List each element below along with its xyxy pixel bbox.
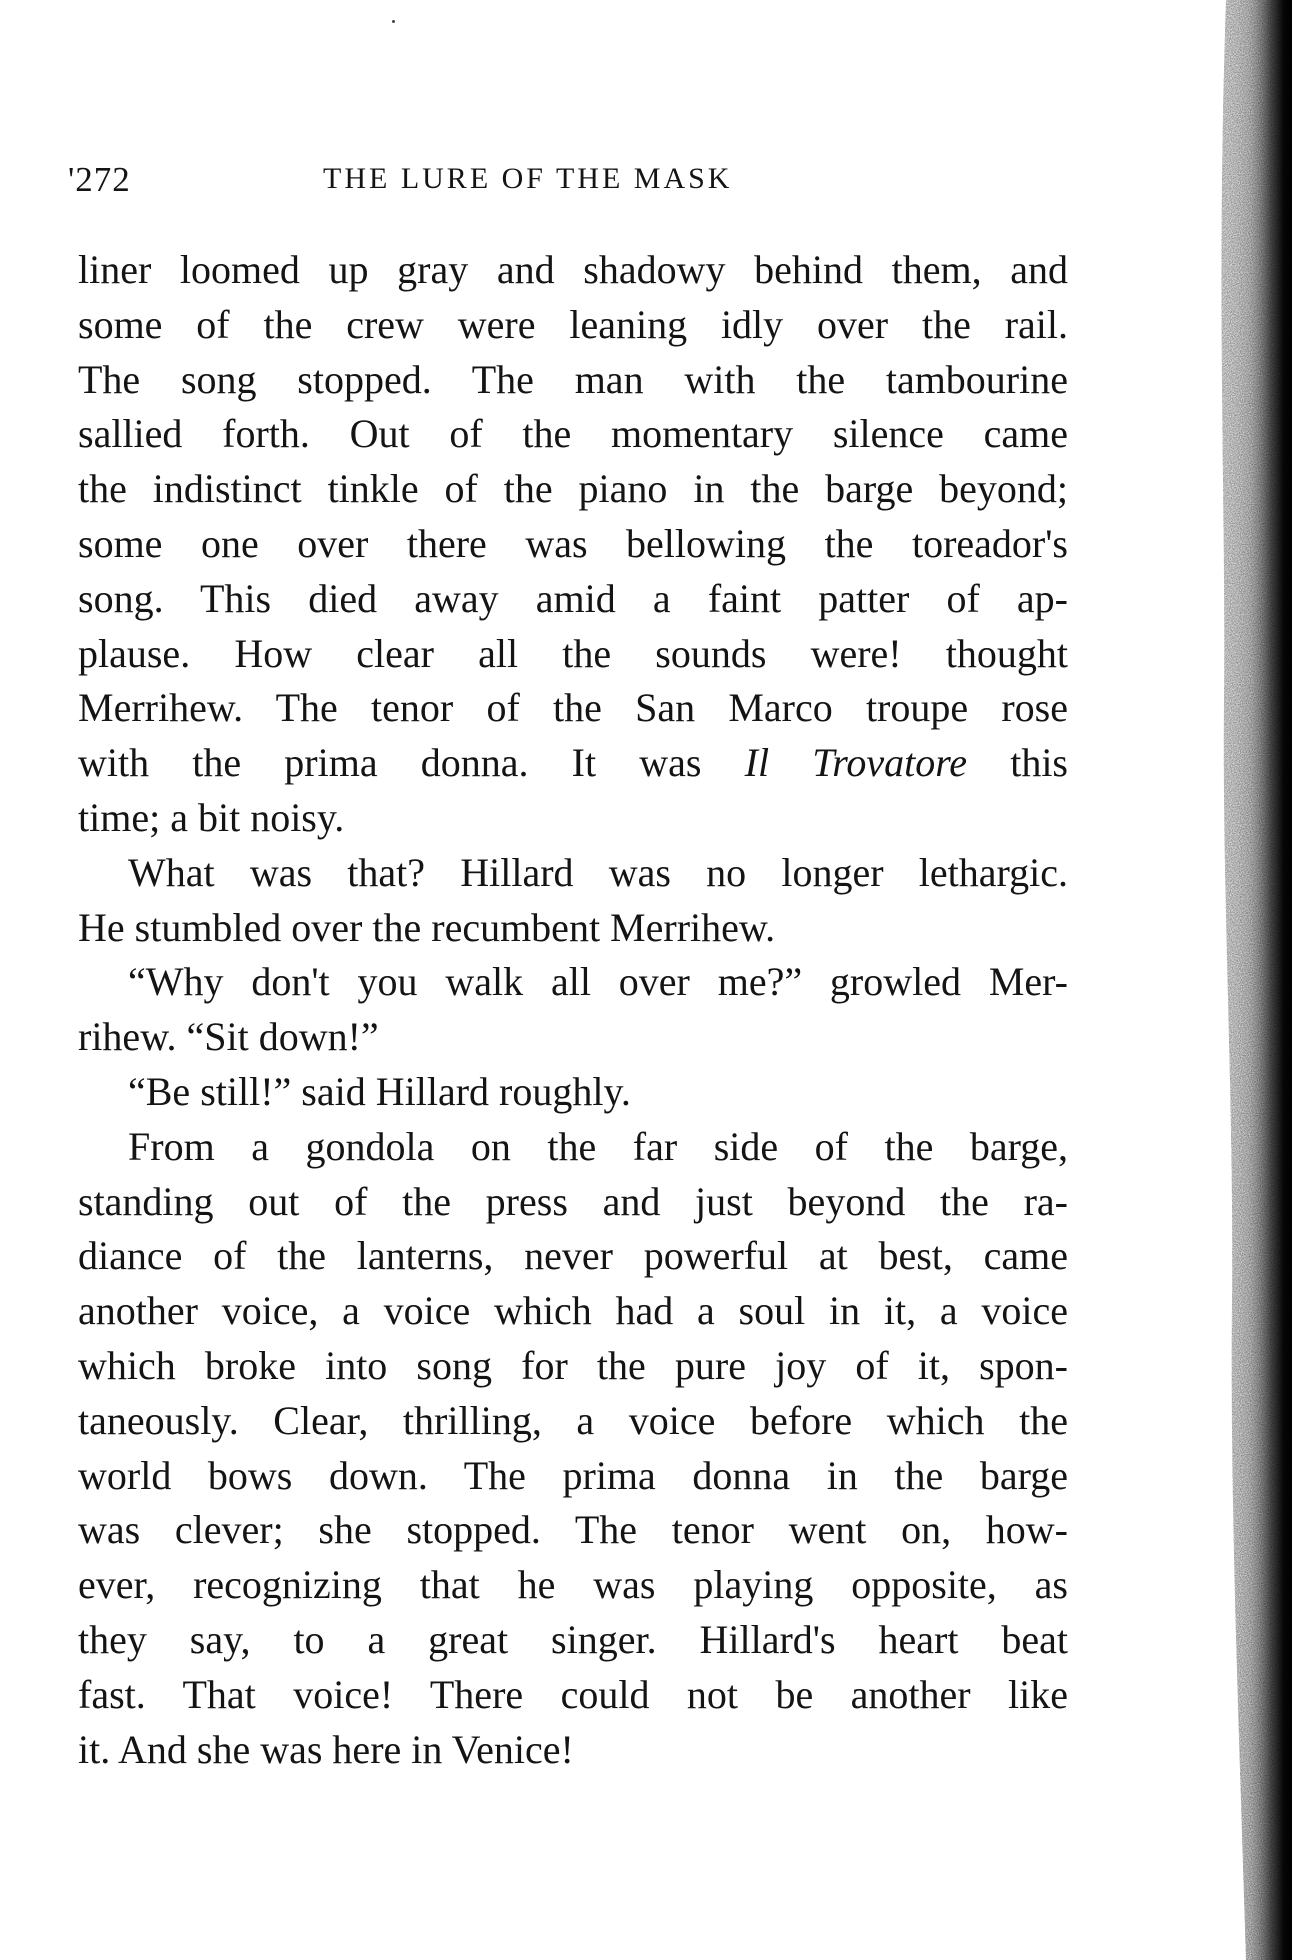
text-line: ever, recognizing that he was playing opposite, as — [78, 1562, 1068, 1608]
text-line: they say, to a great singer. Hillard's heart beat — [78, 1616, 1068, 1662]
paragraph-start-line: “Why don't you walk all over me?” growled Mer- — [128, 959, 1068, 1005]
text-line: He stumbled over the recumbent Merrihew. — [78, 904, 776, 950]
text-line: was clever; she stopped. The tenor went on, how- — [78, 1507, 1068, 1553]
text-line: the indistinct tinkle of the piano in the barge beyond; — [78, 466, 1068, 512]
text-line: Merrihew. The tenor of the San Marco troupe rose — [78, 685, 1068, 731]
text-fragment: with the prima donna. It was — [78, 740, 745, 786]
text-line: song. This died away amid a faint patter of ap- — [78, 575, 1068, 621]
body-text — [78, 243, 1068, 1777]
paragraph-start-line: “Be still!” said Hillard roughly. — [128, 1068, 631, 1114]
text-line: it. And she was here in Venice! — [78, 1726, 574, 1772]
text-line: The song stopped. The man with the tambourine — [78, 356, 1068, 402]
binding-gutter-shadow — [1186, 0, 1304, 1960]
text-line: which broke into song for the pure joy of it, spon- — [78, 1342, 1068, 1388]
text-line: taneously. Clear, thrilling, a voice before which the — [78, 1397, 1068, 1443]
text-line: rihew. “Sit down!” — [78, 1014, 379, 1060]
text-line: fast. That voice! There could not be another like — [78, 1671, 1068, 1717]
text-line-italic-title — [78, 736, 1068, 791]
page-number: '272 — [68, 160, 131, 199]
text-line: standing out of the press and just beyond the ra- — [78, 1178, 1068, 1224]
running-head — [68, 160, 1068, 210]
text-line: some one over there was bellowing the toreador's — [78, 520, 1068, 566]
text-line: time; a bit noisy. — [78, 794, 345, 840]
text-line: plause. How clear all the sounds were! thought — [78, 630, 1068, 676]
italic-title: Il Trovatore — [744, 740, 968, 786]
text-line: sallied forth. Out of the momentary silence came — [78, 411, 1068, 457]
paragraph-start-line: From a gondola on the far side of the barge, — [128, 1123, 1068, 1169]
print-speck — [392, 20, 395, 23]
text-line: another voice, a voice which had a soul in it, a voice — [78, 1288, 1068, 1334]
text-fragment: this — [967, 740, 1068, 786]
text-line: diance of the lanterns, never powerful at best, came — [78, 1233, 1068, 1279]
paragraph-start-line: What was that? Hillard was no longer lethargic. — [128, 849, 1068, 895]
text-line: some of the crew were leaning idly over the rail. — [78, 301, 1068, 347]
gutter-shadow-graphic — [1186, 0, 1304, 1960]
running-title: THE LURE OF THE MASK — [323, 162, 733, 195]
text-line: world bows down. The prima donna in the barge — [78, 1452, 1068, 1498]
text-line: liner loomed up gray and shadowy behind them, and — [78, 247, 1068, 292]
